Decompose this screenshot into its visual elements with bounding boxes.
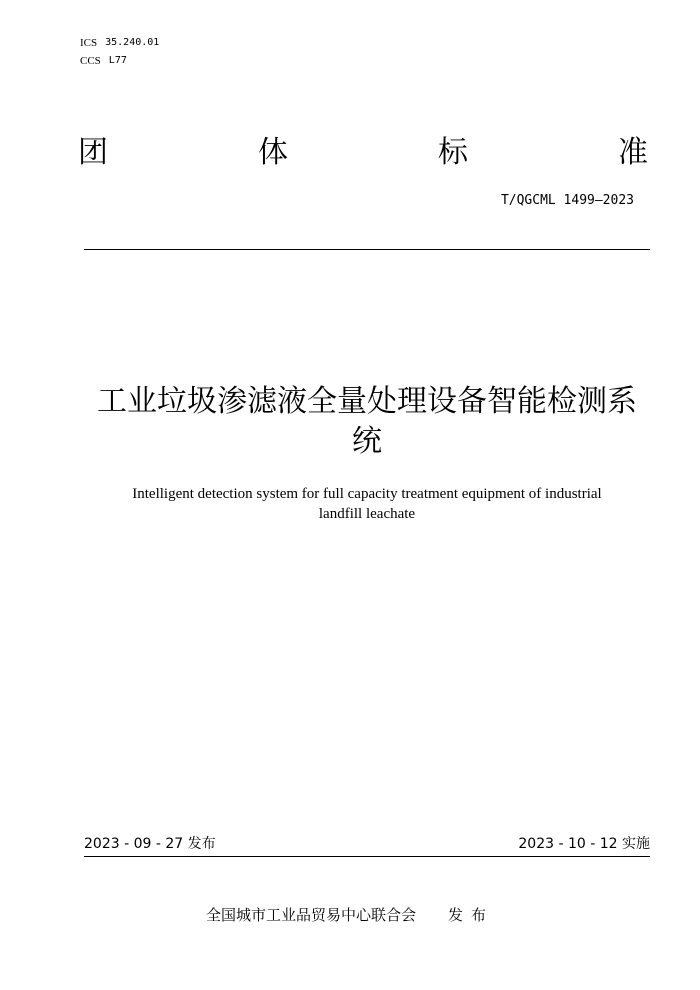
english-title: [80, 484, 654, 524]
ccs-label: CCS: [80, 55, 101, 67]
implement-date: 2023 - 10 - 12 实施: [518, 836, 650, 852]
standard-number: T/QGCML 1499—2023: [500, 193, 634, 208]
english-title-line: Intelligent detection system for full capacity treatment equipment of industrial: [132, 486, 602, 502]
chinese-title-line: 统: [352, 424, 382, 459]
standard-type-char: 团: [78, 135, 108, 170]
ccs-code: [80, 52, 159, 70]
publisher: [206, 905, 494, 925]
publisher-name: 全国城市工业品贸易中心联合会: [206, 906, 417, 924]
dates-row: [84, 835, 650, 853]
standard-type-char: 标: [438, 135, 468, 170]
standard-type-char: 体: [258, 135, 288, 170]
ccs-value: L77: [108, 55, 127, 66]
publish-date: 2023 - 09 - 27 发布: [84, 836, 216, 852]
classification-codes: [80, 34, 159, 70]
chinese-title-line: 工业垃圾渗滤液全量处理设备智能检测系: [97, 384, 637, 419]
standard-type-heading: [78, 134, 648, 172]
english-title-line: landfill leachate: [318, 506, 416, 522]
ics-code: [80, 34, 159, 52]
ics-label: ICS: [80, 37, 98, 49]
chinese-title: [80, 382, 654, 462]
standard-type-char: 准: [618, 135, 648, 170]
ics-value: 35.240.01: [105, 37, 160, 48]
footer-divider: [84, 856, 650, 857]
header-divider: [84, 249, 650, 250]
publisher-suffix: 发布: [448, 906, 495, 924]
